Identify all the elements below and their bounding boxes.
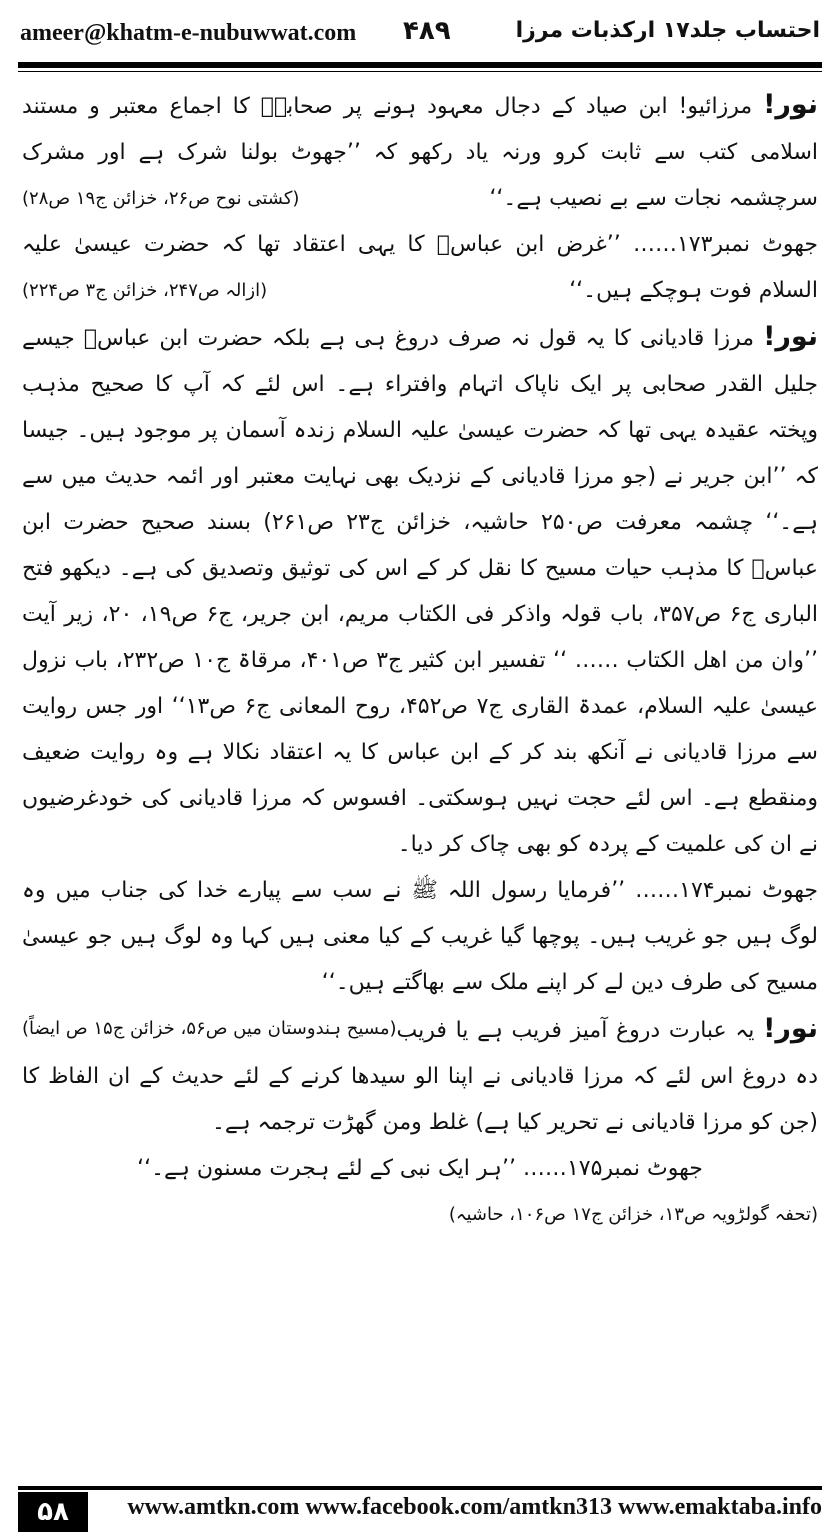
paragraph-2 bbox=[22, 222, 818, 314]
paragraph-lead: نور! bbox=[763, 89, 818, 120]
header-email[interactable]: ameer@khatm-e-nubuwwat.com bbox=[20, 20, 357, 46]
paragraph-text: مرزا قادیانی کا یہ قول نہ صرف دروغ ہی ہے بلکہ حضرت ابن عباسؓ جیسے جلیل القدر صحابی پر ایک ناپاک اتہام وافتراء ہے۔ اس لئے کہ آپ کا صحیح مذہب وپختہ عقیدہ یہی تھا کہ حضرت عیسیٰ علیہ السلام زندہ آسمان پر موجود ہیں۔ جیسا کہ ’’ابن جریر نے (جو مرزا قادیانی کے نزدیک بھی نہایت معتبر اور ائمہ حدیث میں سے ہے۔‘‘ چشمہ معرفت ص۲۵۰ حاشیہ، خزائن ج۲۳ ص۲۶۱) بسند صحیح حضرت ابن عباسؓ کا مذہب حیات مسیح کا نقل کر کے اس کی توثیق وتصدیق کی ہے۔ دیکھو فتح الباری ج۶ ص۳۵۷، باب قولہ واذکر فی الکتاب مریم، ابن جریر، ج۶ ص۱۹، ۲۰، زیر آیت ’’وان من اھل الکتاب …… ‘‘ تفسیر ابن کثیر ج۳ ص۴۰۱، مرقاۃ ج۱۰ ص۲۳۲، باب نزول عیسیٰ علیہ السلام، عمدۃ القاری ج۷ ص۴۵۲، روح المعانی ج۶ ص۱۳‘‘ اور جس روایت سے مرزا قادیانی نے آنکھ بند کر کے ابن عباس کا یہ اعتقاد نکالا ہے وہ روایت ضعیف ومنقطع ہے۔ اس لئے حجت نہیں ہوسکتی۔ افسوس کہ مرزا قادیانی کی خودغرضیوں نے ان کی علمیت کے پردہ کو بھی چاک کر دیا۔ bbox=[22, 326, 819, 857]
centered-line: جھوٹ نمبر۱۷۵…… ’’ہر ایک نبی کے لئے ہجرت مسنون ہے۔‘‘ bbox=[137, 1156, 703, 1181]
paragraph-lead: نور! bbox=[763, 321, 818, 352]
footer-rule bbox=[18, 1486, 822, 1490]
header-rule-thin bbox=[18, 71, 822, 72]
header-page-number: ۴۸۹ bbox=[403, 16, 451, 46]
reference-citation: (ازالہ ص۲۴۷، خزائن ج۳ ص۲۲۴) bbox=[22, 280, 268, 301]
reference-citation: (کشتی نوح ص۲۶، خزائن ج۱۹ ص۲۸) bbox=[22, 188, 300, 209]
final-reference: (تحفہ گولڑویہ ص۱۳، خزائن ج۱۷ ص۱۰۶، حاشیہ) bbox=[448, 1204, 818, 1225]
paragraph-lead: نور! bbox=[763, 1013, 818, 1044]
paragraph-text: یہ عبارت دروغ آمیز فریب ہے یا فریب دہ دروغ اس لئے کہ مرزا قادیانی نے اپنا الو سیدھا کرنے کے لئے حدیث کے ان الفاظ کا (جن کو مرزا قادیانی نے تحریر کیا ہے) غلط ومن گھڑت ترجمہ ہے۔ bbox=[22, 1018, 818, 1135]
reference-citation: (مسیح ہندوستان میں ص۵۶، خزائن ج۱۵ ص ایضاً) bbox=[22, 1018, 397, 1039]
page-body bbox=[22, 82, 818, 1238]
paragraph-text: مرزائیو! ابن صیاد کے دجال معہود ہونے پر صحابہؓ کا اجماع معتبر و مستند اسلامی کتب سے ثابت کرو ورنہ یاد رکھو کہ ’’جھوٹ بولنا شرک ہے اور مشرک سرچشمہ نجات سے بے نصیب ہے۔‘‘ bbox=[22, 94, 818, 211]
footer-links[interactable]: www.amtkn.com www.facebook.com/amtkn313 www.emaktaba.info bbox=[127, 1494, 822, 1520]
page-header bbox=[18, 14, 822, 54]
header-title: احتساب جلد۱۷ ارکذبات مرزا bbox=[515, 18, 820, 43]
paragraph-text: جھوٹ نمبر۱۷۴…… ’’فرمایا رسول اللہ ﷺ نے سب سے پیارے خدا کی جناب میں وہ لوگ ہیں جو غریب ہیں۔ پوچھا گیا غریب کے کیا معنی ہیں کہا وہ لوگ ہیں جو عیسیٰ مسیح کی طرف دین لے کر اپنے ملک سے بھاگتے ہیں۔‘‘ bbox=[22, 878, 818, 995]
paragraph-1 bbox=[22, 82, 818, 222]
paragraph-3 bbox=[22, 314, 818, 868]
paragraph-text: جھوٹ نمبر۱۷۳…… ’’غرض ابن عباسؓ کا یہی اعتقاد تھا کہ حضرت عیسیٰ علیہ السلام فوت ہوچکے ہیں۔‘‘ bbox=[22, 232, 818, 303]
footer-page-number: ۵۸ bbox=[18, 1492, 88, 1532]
header-rule bbox=[18, 62, 822, 68]
page-footer bbox=[18, 1486, 822, 1532]
